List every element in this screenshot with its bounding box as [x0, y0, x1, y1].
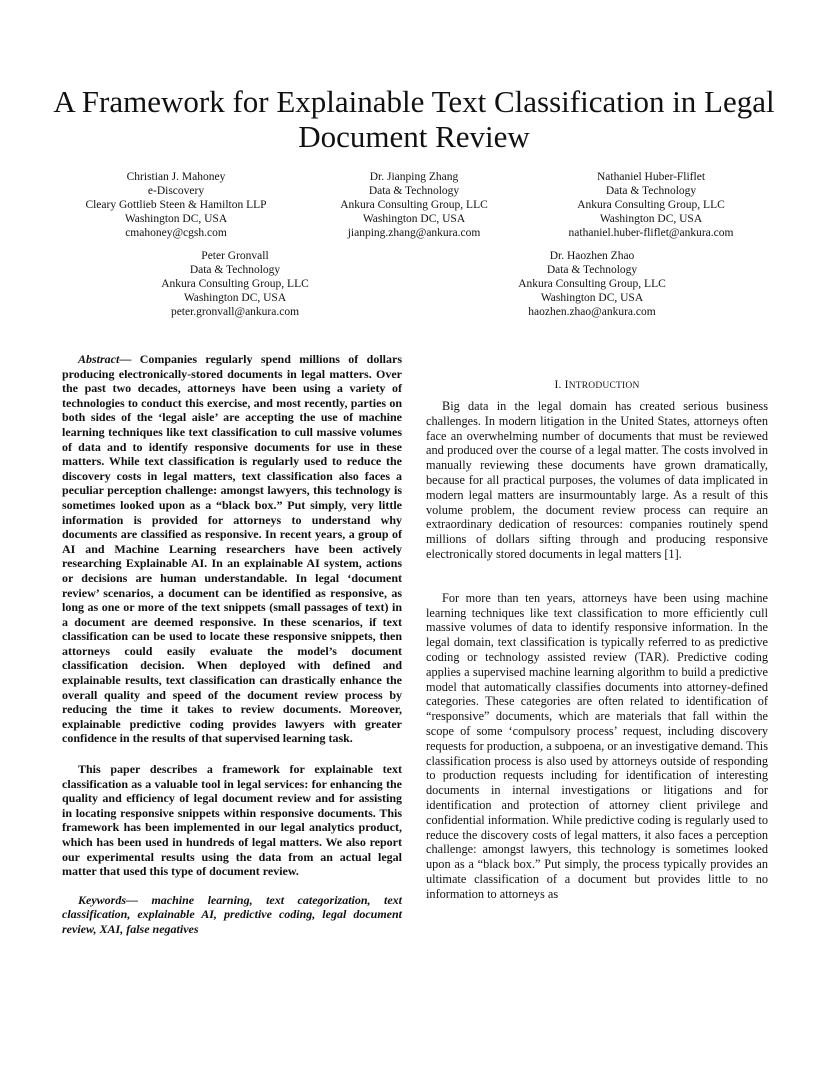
left-column [62, 352, 402, 937]
section-heading-introduction [426, 378, 768, 393]
author-org: Cleary Gottlieb Steen & Hamilton LLP [85, 199, 267, 211]
author-location: Washington DC, USA [599, 213, 703, 225]
keywords-text: machine learning, text categorization, text classification, explainable AI, predictive coding, legal document review, XAI, false negatives [62, 892, 402, 936]
author-location: Washington DC, USA [540, 292, 644, 304]
author-location: Washington DC, USA [362, 213, 466, 225]
author-email: cmahoney@cgsh.com [125, 227, 227, 239]
abstract-dash: — [119, 352, 132, 366]
author-location: Washington DC, USA [183, 292, 287, 304]
author-block-4 [135, 249, 335, 319]
author-dept: Data & Technology [368, 185, 460, 197]
author-dept: Data & Technology [546, 264, 638, 276]
right-column [426, 378, 768, 902]
author-location: Washington DC, USA [124, 213, 228, 225]
author-dept: Data & Technology [189, 264, 281, 276]
section-numeral: I. [554, 379, 562, 391]
author-email: jianping.zhang@ankura.com [347, 227, 481, 239]
abstract-label: Abstract [78, 352, 120, 366]
author-name: Christian J. Mahoney [126, 171, 226, 183]
author-block-3 [551, 170, 751, 240]
intro-paragraph-1: Big data in the legal domain has created serious business challenges. In modern litigation in the United States, attorneys often face an overwhelming number of documents that must be reviewed and produced over the course of a legal matter. The costs involved in manually reviewing these documents have grown dramatically, because for all practical purposes, the volumes of data implicated in modern legal matters are insurmountably large. As a result of this volume problem, the document review process can require an extraordinary dedication of resources: companies routinely spend millions of dollars sifting through and producing responsive electronically stored documents in legal matters [1]. [426, 399, 768, 561]
author-org: Ankura Consulting Group, LLC [161, 278, 309, 290]
section-heading-rest: NTRODUCTION [568, 381, 640, 391]
author-name: Dr. Haozhen Zhao [549, 250, 635, 262]
paper-title: A Framework for Explainable Text Classification in Legal Document Review [53, 84, 775, 154]
author-block-2 [314, 170, 514, 240]
author-dept: e-Discovery [147, 185, 205, 197]
author-org: Ankura Consulting Group, LLC [577, 199, 725, 211]
author-block-5 [492, 249, 692, 319]
author-org: Ankura Consulting Group, LLC [340, 199, 488, 211]
author-dept: Data & Technology [605, 185, 697, 197]
author-name: Peter Gronvall [201, 250, 269, 262]
author-name: Dr. Jianping Zhang [369, 171, 459, 183]
author-email: haozhen.zhao@ankura.com [528, 306, 656, 318]
abstract-paragraph [62, 352, 402, 746]
author-email: peter.gronvall@ankura.com [170, 306, 300, 318]
author-email: nathaniel.huber-fliflet@ankura.com [568, 227, 734, 239]
author-org: Ankura Consulting Group, LLC [518, 278, 666, 290]
author-name: Nathaniel Huber-Fliflet [596, 171, 706, 183]
abstract-text: Companies regularly spend millions of dollars producing electronically-stored documents in legal matters. Over the past two decades, attorneys have been using a variety of technologies to conduct this exercise, and most recently, parties on both sides of the ‘legal aisle’ are accepting the use of machine learning techniques like text classification to cull massive volumes of data and to identify responsive documents for use in these matters. While text classification is regularly used to reduce the discovery costs in legal matters, text classification also faces a peculiar perception challenge: amongst lawyers, this technology is sometimes looked upon as a “black box.” Put simply, very little information is provided for attorneys to understand why documents are classified as responsive. In recent years, a group of AI and Machine Learning researchers have been actively researching Explainable AI. In an explainable AI system, actions or decisions are human understandable. In legal ‘document review’ scenarios, a document can be identified as responsive, as long as one or more of the text snippets (small passages of text) in a document are deemed responsive. In these scenarios, if text classification can be used to locate these responsive snippets, then attorneys could easily evaluate the model’s document classification decision. When deployed with defined and explainable results, text classification can drastically enhance the overall quality and speed of the document review process by reducing the time it takes to review documents. Moreover, explainable predictive coding provides lawyers with greater confidence in the results of that supervised learning task. [62, 352, 402, 746]
keywords-label: Keywords— [78, 892, 138, 907]
abstract-paragraph-2: This paper describes a framework for explainable text classification as a valuable tool in legal services: for enhancing the quality and efficiency of legal document review and for assisting in locating responsive snippets within responsive documents. This framework has been implemented in our legal analytics product, which has been used in hundreds of legal matters. We also report our experimental results using the data from an actual legal matter that used this type of document review. [62, 762, 402, 879]
intro-paragraph-2: For more than ten years, attorneys have been using machine learning techniques like text classification to more efficiently cull massive volumes of data to identify responsive information. In the legal domain, text classification is typically referred to as predictive coding or technology assisted review (TAR). Predictive coding applies a supervised machine learning algorithm to build a predictive model that automatically classifies documents into attorney-defined categories. These categories are often related to identification of “responsive” documents, which are materials that fall within the scope of some ‘compulsory process’ request, including discovery requests for production, a subpoena, or an investigative demand. This classification process is also used by attorneys outside of responding to production requests including for identification of interesting documents in internal investigations or litigations and for identification and protection of attorney client privilege and confidential information. While predictive coding is regularly used to reduce the discovery costs of legal matters, it also faces a perception challenge: amongst lawyers, this technology is sometimes looked upon as a “black box.” Put simply, the process typically provides an ultimate classification of a document but provides little to no information to attorneys as [426, 590, 768, 901]
section-heading-initial: I [564, 379, 569, 391]
keywords-paragraph [62, 893, 402, 937]
author-block-1 [76, 170, 276, 240]
